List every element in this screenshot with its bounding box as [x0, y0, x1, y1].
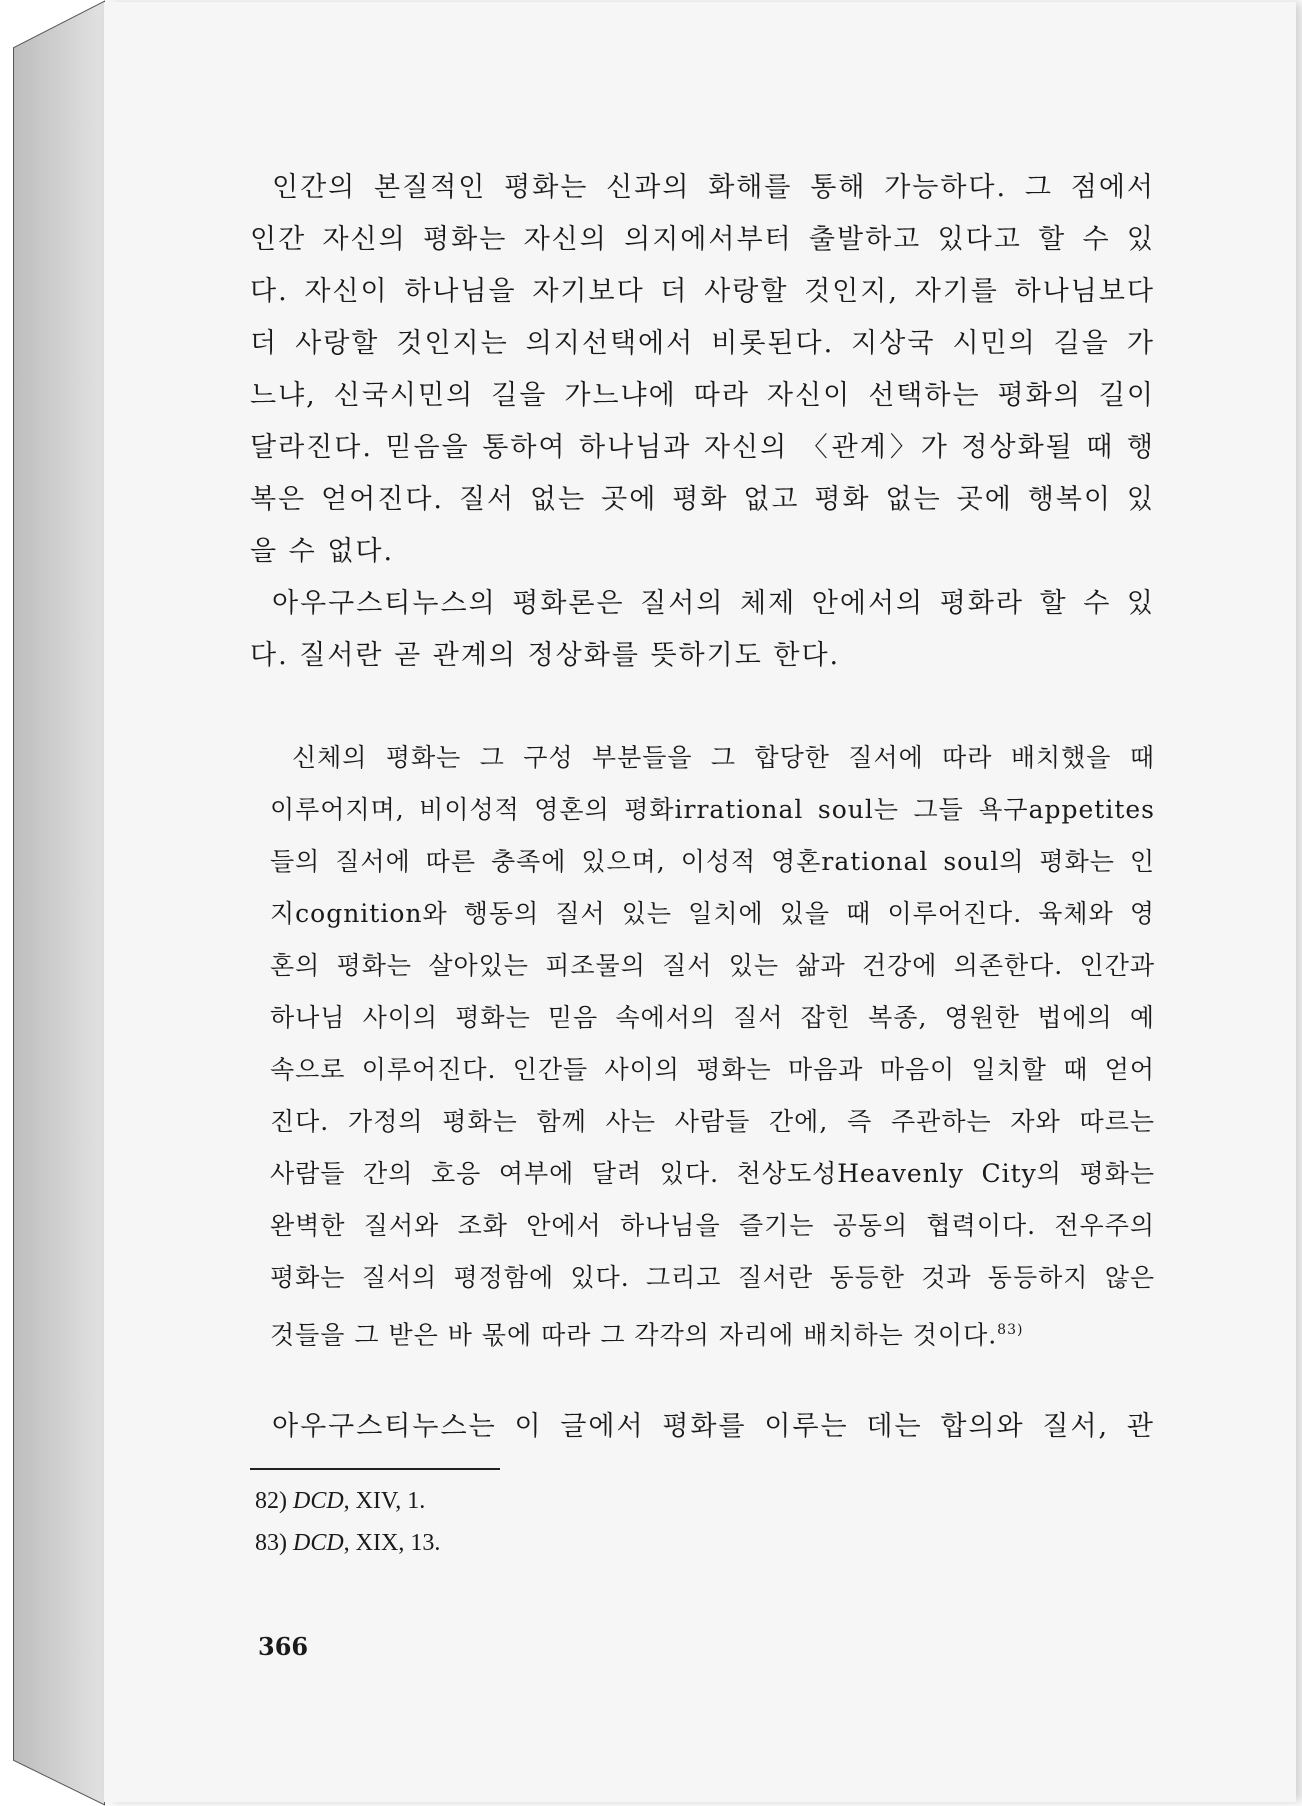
text-line: 느냐, 신국시민의 길을 가느냐에 따라 자신이 선택하는 평화의 길이 — [250, 380, 1155, 411]
text-line: 인간의 본질적인 평화는 신과의 화해를 통해 가능하다. 그 점에서 — [272, 172, 1155, 203]
quote-text: 것들을 그 받은 바 몫에 따라 그 각각의 자리에 배치하는 것이다. — [270, 1320, 998, 1350]
footnote-82 — [255, 1480, 440, 1522]
text-line: 복은 얻어진다. 질서 없는 곳에 평화 없고 평화 없는 곳에 행복이 있 — [250, 484, 1155, 515]
text-line: 다. 질서란 곧 관계의 정상화를 뜻하기도 한다. — [250, 640, 841, 671]
footnote-ref: , XIX, 13. — [343, 1530, 441, 1556]
quote-line: 사람들 간의 호응 여부에 달려 있다. 천상도성Heavenly City의 평화는 — [270, 1159, 1155, 1188]
quote-line: 이루어지며, 비이성적 영혼의 평화irrational soul는 그들 욕구appetites — [270, 795, 1155, 824]
text-line: 달라진다. 믿음을 통하여 하나님과 자신의 〈관계〉가 정상화될 때 행 — [250, 432, 1155, 463]
text-line: 아우구스티누스는 이 글에서 평화를 이루는 데는 합의와 질서, 관 — [272, 1411, 1155, 1443]
footnote-number: 82) — [255, 1488, 287, 1514]
quote-line: 들의 질서에 따른 충족에 있으며, 이성적 영혼rational soul의 평화는 인 — [270, 847, 1155, 876]
quote-line: 신체의 평화는 그 구성 부분들을 그 합당한 질서에 따라 배치했을 때 — [292, 743, 1155, 772]
quote-line: 지cognition와 행동의 질서 있는 일치에 있을 때 이루어진다. 육체와 영 — [270, 899, 1155, 928]
block-quote — [250, 732, 1155, 1361]
footnote-source: DCD — [293, 1530, 344, 1556]
text-line: 다. 자신이 하나님을 자기보다 더 사랑할 것인지, 자기를 하나님보다 — [250, 276, 1155, 307]
quote-line: 하나님 사이의 평화는 믿음 속에서의 질서 잡힌 복종, 영원한 법에의 예 — [270, 1003, 1155, 1032]
text-line: 을 수 없다. — [250, 536, 395, 567]
footnote-marker[interactable]: 83) — [997, 1322, 1024, 1338]
quote-line: 혼의 평화는 살아있는 피조물의 질서 있는 삶과 건강에 의존한다. 인간과 — [270, 951, 1155, 980]
footnotes — [255, 1480, 440, 1564]
quote-line: 평화는 질서의 평정함에 있다. 그리고 질서란 동등한 것과 동등하지 않은 — [270, 1263, 1155, 1292]
footnote-source: DCD — [293, 1488, 344, 1514]
paragraph-1 — [250, 162, 1155, 578]
quote-line: 완벽한 질서와 조화 안에서 하나님을 즐기는 공동의 협력이다. 전우주의 — [270, 1211, 1155, 1240]
footnote-ref: , XIV, 1. — [343, 1488, 426, 1514]
footnote-83 — [255, 1522, 440, 1564]
page-content — [250, 162, 1155, 1453]
footnote-number: 83) — [255, 1530, 287, 1556]
footnote-divider — [250, 1468, 500, 1470]
quote-line-last — [270, 1304, 1155, 1361]
paragraph-3 — [250, 1401, 1155, 1453]
text-line: 인간 자신의 평화는 자신의 의지에서부터 출발하고 있다고 할 수 있 — [250, 224, 1155, 255]
text-line: 더 사랑할 것인지는 의지선택에서 비롯된다. 지상국 시민의 길을 가 — [250, 328, 1155, 359]
text-line: 아우구스티누스의 평화론은 질서의 체제 안에서의 평화라 할 수 있 — [272, 588, 1155, 619]
quote-line: 속으로 이루어진다. 인간들 사이의 평화는 마음과 마음이 일치할 때 얻어 — [270, 1055, 1155, 1084]
page-number: 366 — [258, 1632, 309, 1661]
quote-line: 진다. 가정의 평화는 함께 사는 사람들 간에, 즉 주관하는 자와 따르는 — [270, 1107, 1155, 1136]
paragraph-2 — [250, 578, 1155, 682]
